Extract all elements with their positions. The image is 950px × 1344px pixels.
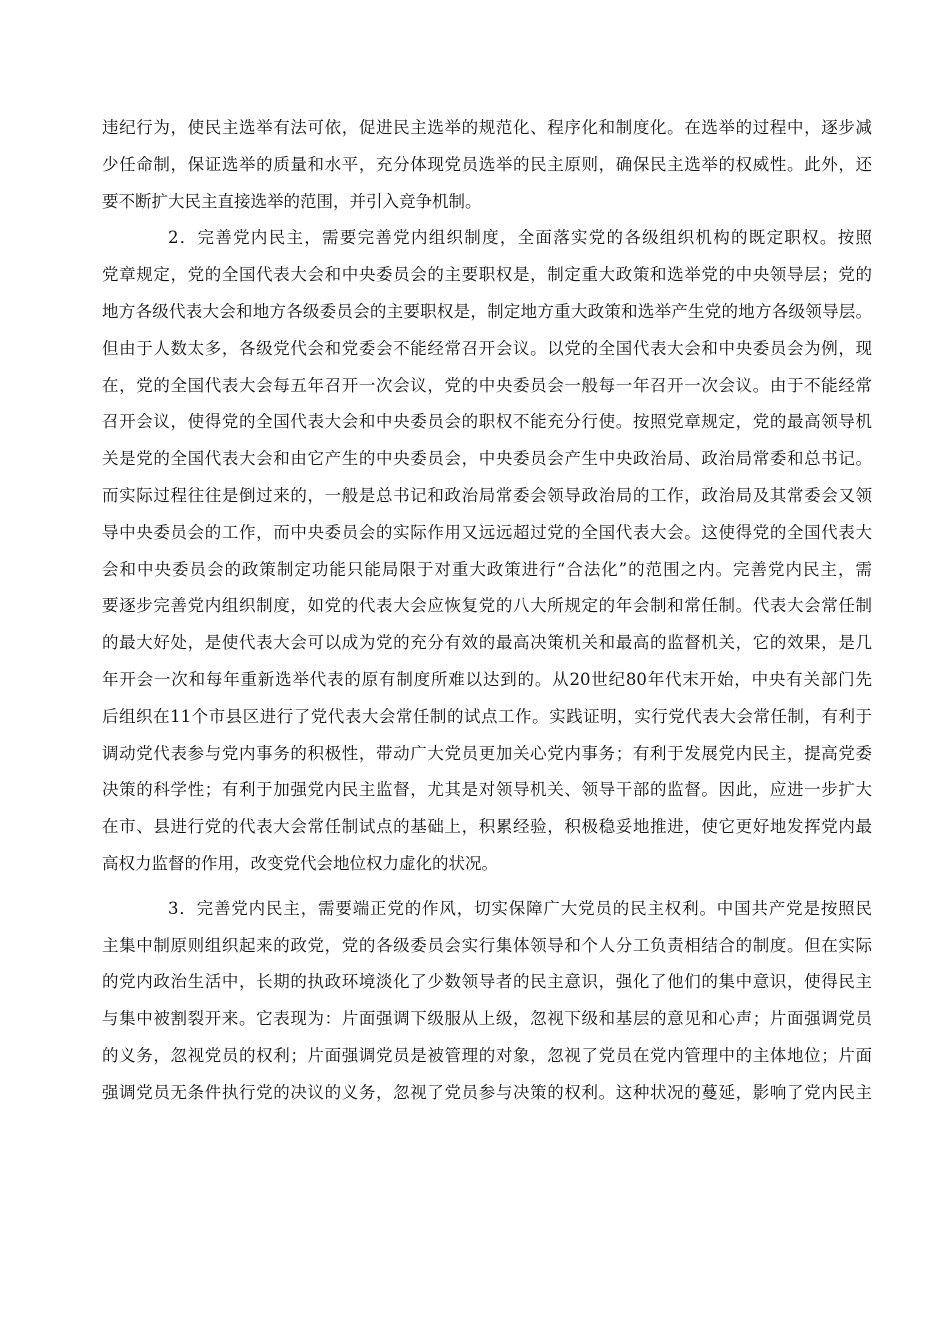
text-line: 与集中被割裂开来。它表现为：片面强调下级服从上级，忽视下级和基层的意见和心声；片面强调党员 [102, 1009, 872, 1029]
text-line: 2．完善党内民主，需要完善党内组织制度，全面落实党的各级组织机构的既定职权。按照 [168, 228, 872, 248]
text-line: 在，党的全国代表大会每五年召开一次会议，党的中央委员会一般每一年召开一次会议。由于不能经常 [102, 375, 872, 395]
text-line: 会和中央委员会的政策制定功能只能局限于对重大政策进行“合法化”的范围之内。完善党内民主，需 [102, 559, 872, 579]
text-line: 调动党代表参与党内事务的积极性，带动广大党员更加关心党内事务；有利于发展党内民主，提高党委 [102, 743, 872, 763]
text-line: 的义务，忽视党员的权利；片面强调党员是被管理的对象，忽视了党员在党内管理中的主体地位；片面 [102, 1045, 872, 1065]
text-line: 而实际过程往往是倒过来的，一般是总书记和政治局常委会领导政治局的工作，政治局及其常委会又领 [102, 485, 872, 505]
text-line: 高权力监督的作用，改变党代会地位权力虚化的状况。 [102, 853, 498, 873]
text-line: 年开会一次和每年重新选举代表的原有制度所难以达到的。从20世纪80年代末开始，中央有关部门先 [102, 669, 872, 689]
text-line: 强调党员无条件执行党的决议的义务，忽视了党员参与决策的权利。这种状况的蔓延，影响了党内民主 [102, 1082, 872, 1102]
text-line: 地方各级代表大会和地方各级委员会的主要职权是，制定地方重大政策和选举产生党的地方各级领导层。 [102, 301, 872, 321]
text-line: 违纪行为，使民主选举有法可依，促进民主选举的规范化、程序化和制度化。在选举的过程中，逐步减 [102, 118, 872, 137]
text-line: 后组织在11个市县区进行了党代表大会常任制的试点工作。实践证明，实行党代表大会常任制，有利于 [102, 706, 872, 726]
text-line: 要逐步完善党内组织制度，如党的代表大会应恢复党的八大所规定的年会制和常任制。代表大会常任制 [102, 596, 872, 616]
text-line: 要不断扩大民主直接选举的范围，并引入竞争机制。 [102, 191, 482, 211]
text-line: 主集中制原则组织起来的政党，党的各级委员会实行集体领导和个人分工负责相结合的制度。但在实际 [102, 935, 872, 955]
text-line: 3．完善党内民主，需要端正党的作风，切实保障广大党员的民主权利。中国共产党是按照民 [168, 898, 872, 918]
text-line: 少任命制，保证选举的质量和水平，充分体现党员选举的民主原则，确保民主选举的权威性。此外，还 [102, 154, 872, 174]
text-line: 召开会议，使得党的全国代表大会和中央委员会的职权不能充分行使。按照党章规定，党的最高领导机 [102, 412, 872, 432]
text-line: 的党内政治生活中，长期的执政环境淡化了少数领导者的民主意识，强化了他们的集中意识，使得民主 [102, 972, 872, 992]
text-line: 关是党的全国代表大会和由它产生的中央委员会，中央委员会产生中央政治局、政治局常委和总书记。 [102, 449, 872, 469]
paragraph-1 [102, 110, 872, 220]
text-line: 的最大好处，是使代表大会可以成为党的充分有效的最高决策机关和最高的监督机关，它的效果，是几 [102, 633, 872, 653]
text-line: 但由于人数太多，各级党代会和党委会不能经常召开会议。以党的全国代表大会和中央委员会为例，现 [102, 338, 872, 358]
paragraph-gap [102, 883, 872, 891]
text-line: 党章规定，党的全国代表大会和中央委员会的主要职权是，制定重大政策和选举党的中央领导层；党的 [102, 265, 872, 285]
text-line: 导中央委员会的工作，而中央委员会的实际作用又远远超过党的全国代表大会。这使得党的全国代表大 [102, 522, 872, 542]
paragraph-3 [102, 891, 872, 1112]
paragraph-2 [102, 220, 872, 882]
text-line: 决策的科学性；有利于加强党内民主监督，尤其是对领导机关、领导干部的监督。因此，应进一步扩大 [102, 780, 872, 800]
text-line: 在市、县进行党的代表大会常任制试点的基础上，积累经验，积极稳妥地推进，使它更好地发挥党内最 [102, 817, 872, 837]
document-body [102, 110, 872, 1112]
